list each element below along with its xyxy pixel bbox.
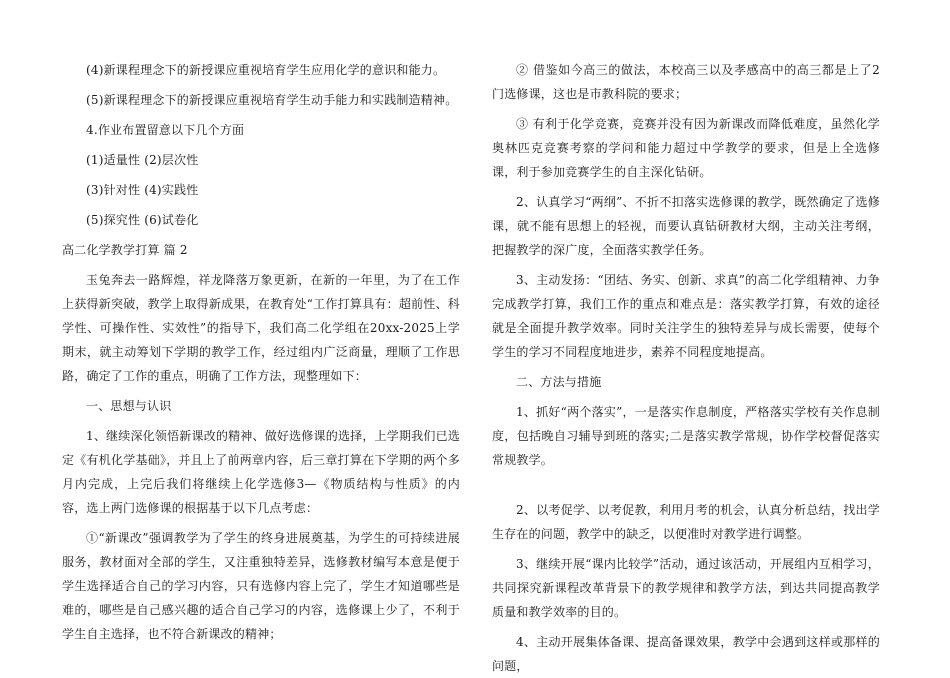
paragraph: (5)新课程理念下的新授课应重视培育学生动手能力和实践制造精神。 — [86, 93, 458, 107]
paragraph: (4)新课程理念下的新授课应重视培育学生应用化学的意识和能力。 — [86, 63, 446, 77]
paragraph: 二、方法与措施 — [516, 375, 602, 389]
right-column — [492, 58, 880, 678]
left-column — [62, 58, 460, 646]
paragraph: 2、以考促学、以考促教，利用月考的机会，认真分析总结，找出学生存在的问题，教学中的缺乏，以便准时对教学进行调整。 — [492, 503, 880, 541]
paragraph: ①“新课改”强调教学为了学生的终身进展奠基，为学生的可持续进展服务，教材面对全部的学生，又注重独特差异，选修教材编写本意是便于学生选择适合自己的学习内容，只有选修内容上完了，学生才知道哪些是难的，哪些是自己感兴趣的适合自己学习的内容，选修课上少了，不利于学生自主选择，也不符合新课改的精神； — [62, 531, 460, 641]
paragraph: 1、抓好“两个落实”，一是落实作息制度，严格落实学校有关作息制度，包括晚自习辅导到班的落实;二是落实教学常规，协作学校督促落实常规教学。 — [492, 405, 880, 467]
paragraph: (5)探究性 (6)试卷化 — [86, 213, 199, 227]
paragraph: 2、认真学习“两纲”、不折不扣落实选修课的教学，既然确定了选修课，就不能有思想上的轻视，而要认真钻研教材大纲，主动关注考纲，把握教学的深广度，全面落实教学任务。 — [492, 195, 880, 257]
paragraph: (1)适量性 (2)层次性 — [86, 153, 199, 167]
paragraph: 1、继续深化领悟新课改的精神、做好选修课的选择，上学期我们已选定《有机化学基础》，并且上了前两章内容，后三章打算在下学期的两个多月内完成，上完后我们将继续上化学选修3—《物质结构与性质》的内容，选上两门选修课的根据基于以下几点考虑： — [62, 429, 460, 515]
paragraph: (3)针对性 (4)实践性 — [86, 183, 199, 197]
paragraph: 4.作业布置留意以下几个方面 — [86, 123, 245, 137]
paragraph: 3、继续开展“课内比较学”活动，通过该活动，开展组内互相学习，共同探究新课程改革背景下的教学规律和教学方法，到达共同提高教学质量和教学效率的目的。 — [492, 557, 880, 619]
paragraph: ② 借鉴如今高三的做法，本校高三以及孝感高中的高三都是上了2门选修课，这也是市教科院的要求； — [492, 63, 880, 101]
paragraph: ③ 有利于化学竞赛，竞赛并没有因为新课改而降低难度，虽然化学奥林匹克竞赛考察的学问和能力超过中学教学的要求，但是上全选修课，利于参加竞赛学生的自主深化钻研。 — [492, 117, 880, 179]
paragraph: 4、主动开展集体备课、提高备课效果，教学中会遇到这样或那样的问题， — [492, 635, 880, 673]
paragraph: 玉兔奔去一路辉煌，祥龙降落万象更新，在新的一年里，为了在工作上获得新突破，教学上取得新成果，在教育处“工作打算具有：超前性、科学性、可操作性、实效性”的指导下，我们高二化学组在20xx-2025上学期末，就主动筹划下学期的教学工作，经过组内广泛商量，理顺了工作思路，确定了工作的重点，明确了工作方法，现整理如下： — [62, 273, 460, 383]
paragraph: 高二化学教学打算 篇 2 — [62, 243, 188, 257]
paragraph: 一、思想与认识 — [86, 399, 172, 413]
paragraph: 3、主动发扬：“团结、务实、创新、求真”的高二化学组精神、力争完成教学打算，我们工作的重点和难点是：落实教学打算，有效的途径就是全面提升教学效率。同时关注学生的独特差异与成长需要，使每个学生的学习不同程度地进步，素养不同程度地提高。 — [492, 273, 880, 359]
